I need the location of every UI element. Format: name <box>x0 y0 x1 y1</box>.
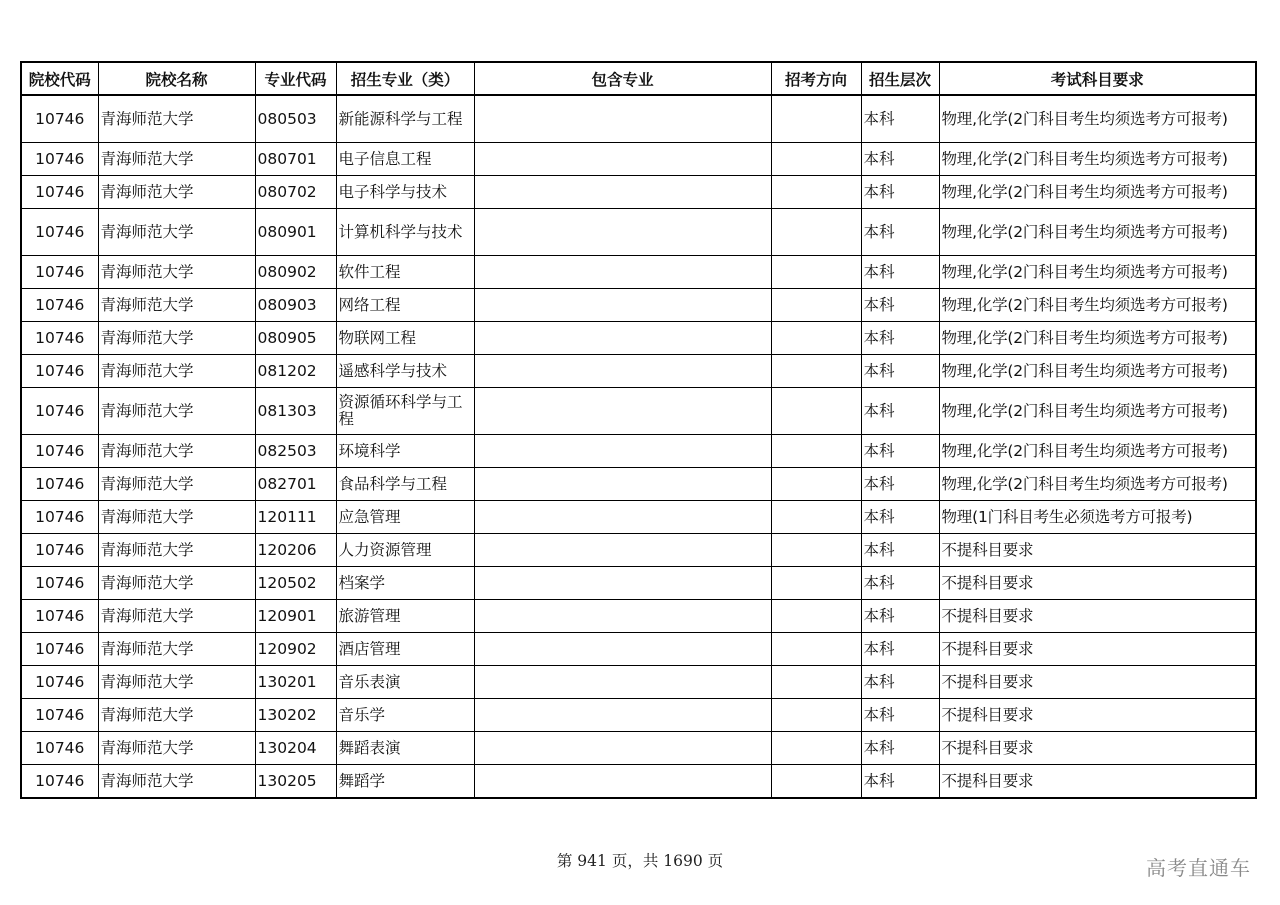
cell-major: 网络工程 <box>336 289 474 322</box>
cell-school-name: 青海师范大学 <box>98 534 255 567</box>
cell-level: 本科 <box>861 176 939 209</box>
table-row <box>21 388 1256 435</box>
table-row <box>21 322 1256 355</box>
cell-school-name: 青海师范大学 <box>98 95 255 143</box>
cell-major-code: 082503 <box>255 435 336 468</box>
table-row <box>21 143 1256 176</box>
cell-major: 电子科学与技术 <box>336 176 474 209</box>
cell-included <box>474 534 771 567</box>
cell-level: 本科 <box>861 699 939 732</box>
cell-included <box>474 95 771 143</box>
cell-major-code: 081303 <box>255 388 336 435</box>
cell-school-code: 10746 <box>21 534 98 567</box>
cell-major: 食品科学与工程 <box>336 468 474 501</box>
table-row <box>21 256 1256 289</box>
cell-included <box>474 501 771 534</box>
cell-school-name: 青海师范大学 <box>98 501 255 534</box>
cell-requirement: 不提科目要求 <box>939 567 1256 600</box>
cell-included <box>474 765 771 799</box>
cell-included <box>474 600 771 633</box>
table-row <box>21 209 1256 256</box>
cell-school-name: 青海师范大学 <box>98 600 255 633</box>
table-row <box>21 176 1256 209</box>
cell-school-code: 10746 <box>21 666 98 699</box>
cell-school-name: 青海师范大学 <box>98 567 255 600</box>
cell-direction <box>771 388 861 435</box>
cell-level: 本科 <box>861 501 939 534</box>
cell-major-code: 130202 <box>255 699 336 732</box>
cell-major-code: 080901 <box>255 209 336 256</box>
cell-included <box>474 289 771 322</box>
table-row <box>21 95 1256 143</box>
cell-direction <box>771 435 861 468</box>
cell-requirement: 物理,化学(2门科目考生均须选考方可报考) <box>939 355 1256 388</box>
cell-major: 电子信息工程 <box>336 143 474 176</box>
header-major: 招生专业（类） <box>336 62 474 95</box>
cell-school-name: 青海师范大学 <box>98 468 255 501</box>
cell-major: 资源循环科学与工程 <box>336 388 474 435</box>
cell-included <box>474 567 771 600</box>
cell-school-name: 青海师范大学 <box>98 256 255 289</box>
cell-major-code: 130204 <box>255 732 336 765</box>
cell-school-code: 10746 <box>21 256 98 289</box>
cell-level: 本科 <box>861 322 939 355</box>
cell-included <box>474 143 771 176</box>
cell-major: 舞蹈学 <box>336 765 474 799</box>
cell-school-code: 10746 <box>21 209 98 256</box>
cell-school-code: 10746 <box>21 322 98 355</box>
cell-major: 舞蹈表演 <box>336 732 474 765</box>
table-row <box>21 468 1256 501</box>
cell-major: 音乐学 <box>336 699 474 732</box>
cell-direction <box>771 355 861 388</box>
cell-school-name: 青海师范大学 <box>98 732 255 765</box>
cell-direction <box>771 256 861 289</box>
cell-level: 本科 <box>861 567 939 600</box>
cell-major: 音乐表演 <box>336 666 474 699</box>
cell-school-code: 10746 <box>21 633 98 666</box>
cell-school-code: 10746 <box>21 388 98 435</box>
cell-level: 本科 <box>861 600 939 633</box>
table-row <box>21 567 1256 600</box>
cell-major: 物联网工程 <box>336 322 474 355</box>
cell-major: 应急管理 <box>336 501 474 534</box>
cell-requirement: 物理,化学(2门科目考生均须选考方可报考) <box>939 143 1256 176</box>
cell-level: 本科 <box>861 355 939 388</box>
cell-level: 本科 <box>861 435 939 468</box>
table-row <box>21 289 1256 322</box>
cell-major: 旅游管理 <box>336 600 474 633</box>
cell-requirement: 不提科目要求 <box>939 765 1256 799</box>
cell-direction <box>771 699 861 732</box>
table-row <box>21 534 1256 567</box>
header-school-name: 院校名称 <box>98 62 255 95</box>
cell-included <box>474 176 771 209</box>
cell-direction <box>771 765 861 799</box>
cell-requirement: 物理,化学(2门科目考生均须选考方可报考) <box>939 435 1256 468</box>
cell-included <box>474 435 771 468</box>
cell-requirement: 物理,化学(2门科目考生均须选考方可报考) <box>939 388 1256 435</box>
cell-major-code: 080902 <box>255 256 336 289</box>
cell-school-name: 青海师范大学 <box>98 143 255 176</box>
cell-level: 本科 <box>861 732 939 765</box>
cell-direction <box>771 289 861 322</box>
cell-major-code: 120502 <box>255 567 336 600</box>
cell-school-name: 青海师范大学 <box>98 666 255 699</box>
cell-level: 本科 <box>861 633 939 666</box>
cell-school-name: 青海师范大学 <box>98 435 255 468</box>
cell-major-code: 130201 <box>255 666 336 699</box>
cell-direction <box>771 143 861 176</box>
cell-requirement: 物理,化学(2门科目考生均须选考方可报考) <box>939 256 1256 289</box>
table-row <box>21 355 1256 388</box>
cell-included <box>474 388 771 435</box>
cell-major-code: 080701 <box>255 143 336 176</box>
cell-school-name: 青海师范大学 <box>98 322 255 355</box>
cell-direction <box>771 95 861 143</box>
cell-included <box>474 666 771 699</box>
table-row <box>21 501 1256 534</box>
page-number: 第 941 页，共 1690 页 <box>556 852 724 870</box>
cell-major: 遥感科学与技术 <box>336 355 474 388</box>
cell-major-code: 080903 <box>255 289 336 322</box>
cell-school-name: 青海师范大学 <box>98 765 255 799</box>
table-row <box>21 699 1256 732</box>
table-row <box>21 732 1256 765</box>
cell-requirement: 不提科目要求 <box>939 699 1256 732</box>
header-major-code: 专业代码 <box>255 62 336 95</box>
cell-direction <box>771 567 861 600</box>
cell-school-code: 10746 <box>21 468 98 501</box>
cell-direction <box>771 633 861 666</box>
cell-major-code: 080503 <box>255 95 336 143</box>
table-row <box>21 435 1256 468</box>
cell-major: 环境科学 <box>336 435 474 468</box>
cell-school-name: 青海师范大学 <box>98 633 255 666</box>
cell-direction <box>771 501 861 534</box>
cell-level: 本科 <box>861 388 939 435</box>
cell-major-code: 120111 <box>255 501 336 534</box>
cell-requirement: 不提科目要求 <box>939 666 1256 699</box>
cell-major-code: 080905 <box>255 322 336 355</box>
cell-major-code: 120206 <box>255 534 336 567</box>
cell-level: 本科 <box>861 666 939 699</box>
cell-direction <box>771 209 861 256</box>
cell-school-code: 10746 <box>21 732 98 765</box>
cell-included <box>474 322 771 355</box>
cell-school-name: 青海师范大学 <box>98 209 255 256</box>
watermark: 高考直通车 <box>1146 856 1251 880</box>
cell-school-name: 青海师范大学 <box>98 388 255 435</box>
cell-included <box>474 732 771 765</box>
cell-requirement: 物理,化学(2门科目考生均须选考方可报考) <box>939 468 1256 501</box>
cell-included <box>474 699 771 732</box>
cell-school-name: 青海师范大学 <box>98 176 255 209</box>
cell-school-code: 10746 <box>21 699 98 732</box>
header-school-code: 院校代码 <box>21 62 98 95</box>
cell-major-code: 082701 <box>255 468 336 501</box>
cell-school-code: 10746 <box>21 501 98 534</box>
cell-major-code: 080702 <box>255 176 336 209</box>
cell-requirement: 不提科目要求 <box>939 633 1256 666</box>
cell-school-code: 10746 <box>21 600 98 633</box>
cell-included <box>474 355 771 388</box>
cell-school-code: 10746 <box>21 435 98 468</box>
table-row <box>21 633 1256 666</box>
admissions-table <box>20 61 1257 799</box>
cell-requirement: 物理,化学(2门科目考生均须选考方可报考) <box>939 209 1256 256</box>
cell-school-code: 10746 <box>21 176 98 209</box>
cell-included <box>474 468 771 501</box>
header-row <box>21 62 1256 95</box>
cell-school-code: 10746 <box>21 289 98 322</box>
cell-requirement: 物理,化学(2门科目考生均须选考方可报考) <box>939 289 1256 322</box>
cell-level: 本科 <box>861 143 939 176</box>
header-direction: 招考方向 <box>771 62 861 95</box>
cell-major-code: 120902 <box>255 633 336 666</box>
cell-direction <box>771 600 861 633</box>
table-row <box>21 765 1256 799</box>
cell-requirement: 物理,化学(2门科目考生均须选考方可报考) <box>939 322 1256 355</box>
cell-school-name: 青海师范大学 <box>98 699 255 732</box>
cell-school-code: 10746 <box>21 95 98 143</box>
cell-direction <box>771 176 861 209</box>
header-level: 招生层次 <box>861 62 939 95</box>
cell-major-code: 081202 <box>255 355 336 388</box>
cell-included <box>474 256 771 289</box>
cell-level: 本科 <box>861 765 939 799</box>
cell-direction <box>771 534 861 567</box>
cell-school-name: 青海师范大学 <box>98 289 255 322</box>
cell-level: 本科 <box>861 534 939 567</box>
cell-requirement: 物理,化学(2门科目考生均须选考方可报考) <box>939 176 1256 209</box>
table-row <box>21 600 1256 633</box>
cell-major-code: 120901 <box>255 600 336 633</box>
cell-included <box>474 209 771 256</box>
cell-school-code: 10746 <box>21 567 98 600</box>
header-included: 包含专业 <box>474 62 771 95</box>
table-body <box>21 95 1256 798</box>
cell-requirement: 不提科目要求 <box>939 534 1256 567</box>
cell-major: 酒店管理 <box>336 633 474 666</box>
cell-school-code: 10746 <box>21 355 98 388</box>
cell-direction <box>771 468 861 501</box>
table-row <box>21 666 1256 699</box>
cell-school-code: 10746 <box>21 765 98 799</box>
cell-direction <box>771 322 861 355</box>
cell-included <box>474 633 771 666</box>
cell-level: 本科 <box>861 256 939 289</box>
cell-requirement: 物理(1门科目考生必须选考方可报考) <box>939 501 1256 534</box>
cell-major: 新能源科学与工程 <box>336 95 474 143</box>
cell-requirement: 不提科目要求 <box>939 600 1256 633</box>
cell-level: 本科 <box>861 209 939 256</box>
cell-major: 人力资源管理 <box>336 534 474 567</box>
cell-level: 本科 <box>861 289 939 322</box>
cell-major: 软件工程 <box>336 256 474 289</box>
header-requirement: 考试科目要求 <box>939 62 1256 95</box>
cell-level: 本科 <box>861 95 939 143</box>
cell-school-code: 10746 <box>21 143 98 176</box>
cell-major: 计算机科学与技术 <box>336 209 474 256</box>
cell-major: 档案学 <box>336 567 474 600</box>
cell-level: 本科 <box>861 468 939 501</box>
cell-direction <box>771 666 861 699</box>
cell-school-name: 青海师范大学 <box>98 355 255 388</box>
cell-direction <box>771 732 861 765</box>
cell-requirement: 不提科目要求 <box>939 732 1256 765</box>
cell-requirement: 物理,化学(2门科目考生均须选考方可报考) <box>939 95 1256 143</box>
cell-major-code: 130205 <box>255 765 336 799</box>
